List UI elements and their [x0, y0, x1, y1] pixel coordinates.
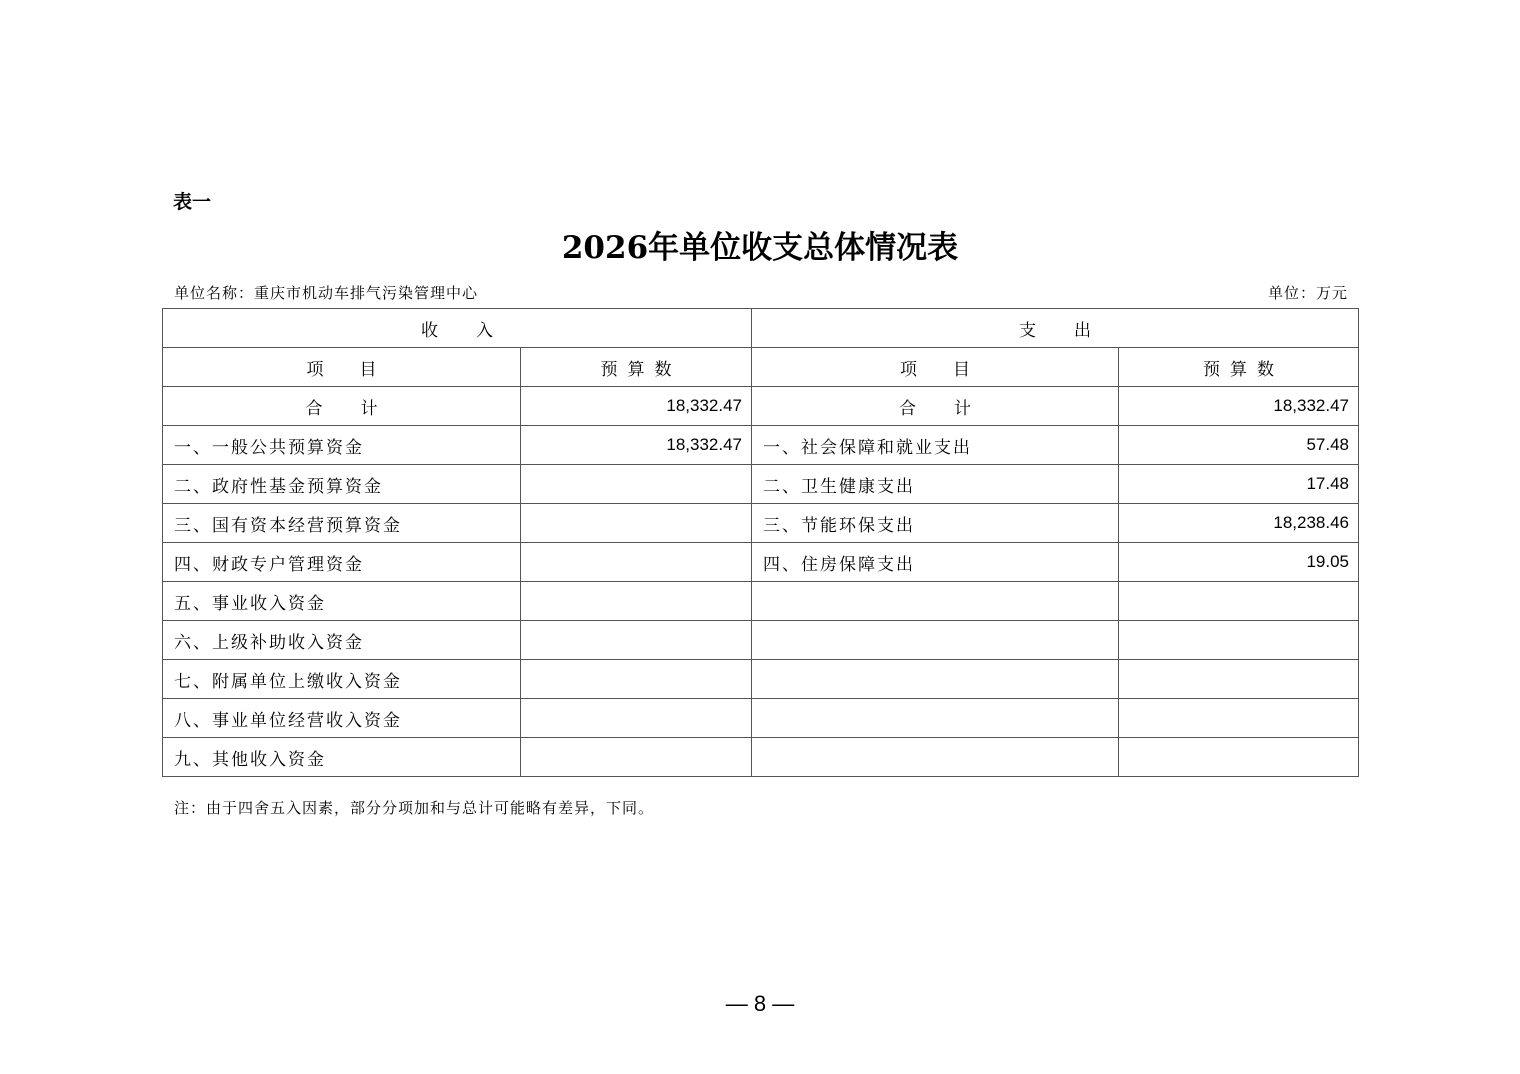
expense-amount-cell: [1119, 582, 1359, 621]
income-item-cell: 五、事业收入资金: [163, 582, 521, 621]
expense-item-header-label: 项目: [900, 359, 1006, 380]
income-amount-header-label: 预算数: [600, 359, 682, 380]
expense-item-cell: [752, 621, 1119, 660]
expense-amount-cell: 19.05: [1119, 543, 1359, 582]
table-row: [163, 465, 1359, 504]
expense-item-cell: [752, 699, 1119, 738]
income-total-text: 合计: [305, 398, 416, 419]
page-number: — 8 —: [725, 991, 795, 1016]
expense-section-header: [752, 309, 1359, 348]
income-amount-cell: [521, 660, 752, 699]
table-row: [163, 660, 1359, 699]
expense-item-cell: [752, 582, 1119, 621]
expense-total-amount: 18,332.47: [1119, 387, 1359, 426]
expense-item-cell: 四、住房保障支出: [752, 543, 1119, 582]
expense-amount-cell: [1119, 738, 1359, 777]
income-amount-cell: [521, 543, 752, 582]
income-item-header: [163, 348, 521, 387]
expense-amount-header: [1119, 348, 1359, 387]
expense-item-cell: 二、卫生健康支出: [752, 465, 1119, 504]
expense-amount-cell: 57.48: [1119, 426, 1359, 465]
expense-amount-cell: [1119, 699, 1359, 738]
unit-name: 单位名称：重庆市机动车排气污染管理中心: [174, 284, 479, 302]
income-item-cell: 二、政府性基金预算资金: [163, 465, 521, 504]
expense-amount-cell: [1119, 660, 1359, 699]
unit-label: 单位：万元: [1267, 284, 1348, 302]
income-amount-cell: [521, 738, 752, 777]
expense-amount-header-label: 预算数: [1203, 359, 1284, 380]
expense-amount-cell: 17.48: [1119, 465, 1359, 504]
expense-amount-cell: [1119, 621, 1359, 660]
table-row: [163, 621, 1359, 660]
table-row: [163, 699, 1359, 738]
income-item-cell: 四、财政专户管理资金: [163, 543, 521, 582]
expense-header-label: 支出: [1019, 320, 1129, 341]
table-row: [163, 738, 1359, 777]
income-amount-cell: 18,332.47: [521, 426, 752, 465]
income-amount-cell: [521, 582, 752, 621]
income-item-cell: 九、其他收入资金: [163, 738, 521, 777]
table-label: 表一: [173, 191, 212, 213]
income-amount-cell: [521, 504, 752, 543]
expense-item-cell: 一、社会保障和就业支出: [752, 426, 1119, 465]
income-item-cell: 七、附属单位上缴收入资金: [163, 660, 521, 699]
income-header-label: 收入: [421, 320, 531, 341]
document-title: 2026年单位收支总体情况表: [561, 230, 959, 266]
income-item-cell: 六、上级补助收入资金: [163, 621, 521, 660]
footnote: 注：由于四舍五入因素，部分分项加和与总计可能略有差异，下同。: [174, 799, 655, 817]
income-amount-cell: [521, 621, 752, 660]
total-row: [163, 387, 1359, 426]
income-item-cell: 一、一般公共预算资金: [163, 426, 521, 465]
income-total-amount: 18,332.47: [521, 387, 752, 426]
income-amount-cell: [521, 465, 752, 504]
income-section-header: [163, 309, 752, 348]
income-item-cell: 三、国有资本经营预算资金: [163, 504, 521, 543]
expense-item-cell: 三、节能环保支出: [752, 504, 1119, 543]
expense-item-header: [752, 348, 1119, 387]
expense-amount-cell: 18,238.46: [1119, 504, 1359, 543]
table-row: [163, 426, 1359, 465]
column-header-row: [163, 348, 1359, 387]
expense-total-label: [752, 387, 1119, 426]
expense-total-text: 合计: [899, 398, 1009, 419]
income-item-cell: 八、事业单位经营收入资金: [163, 699, 521, 738]
budget-summary-table: [162, 308, 1359, 777]
table-row: [163, 504, 1359, 543]
expense-item-cell: [752, 738, 1119, 777]
income-item-header-label: 项目: [306, 359, 413, 380]
expense-item-cell: [752, 660, 1119, 699]
income-amount-cell: [521, 699, 752, 738]
table-row: [163, 582, 1359, 621]
table-row: [163, 543, 1359, 582]
income-total-label: [163, 387, 521, 426]
income-amount-header: [521, 348, 752, 387]
section-header-row: [163, 309, 1359, 348]
